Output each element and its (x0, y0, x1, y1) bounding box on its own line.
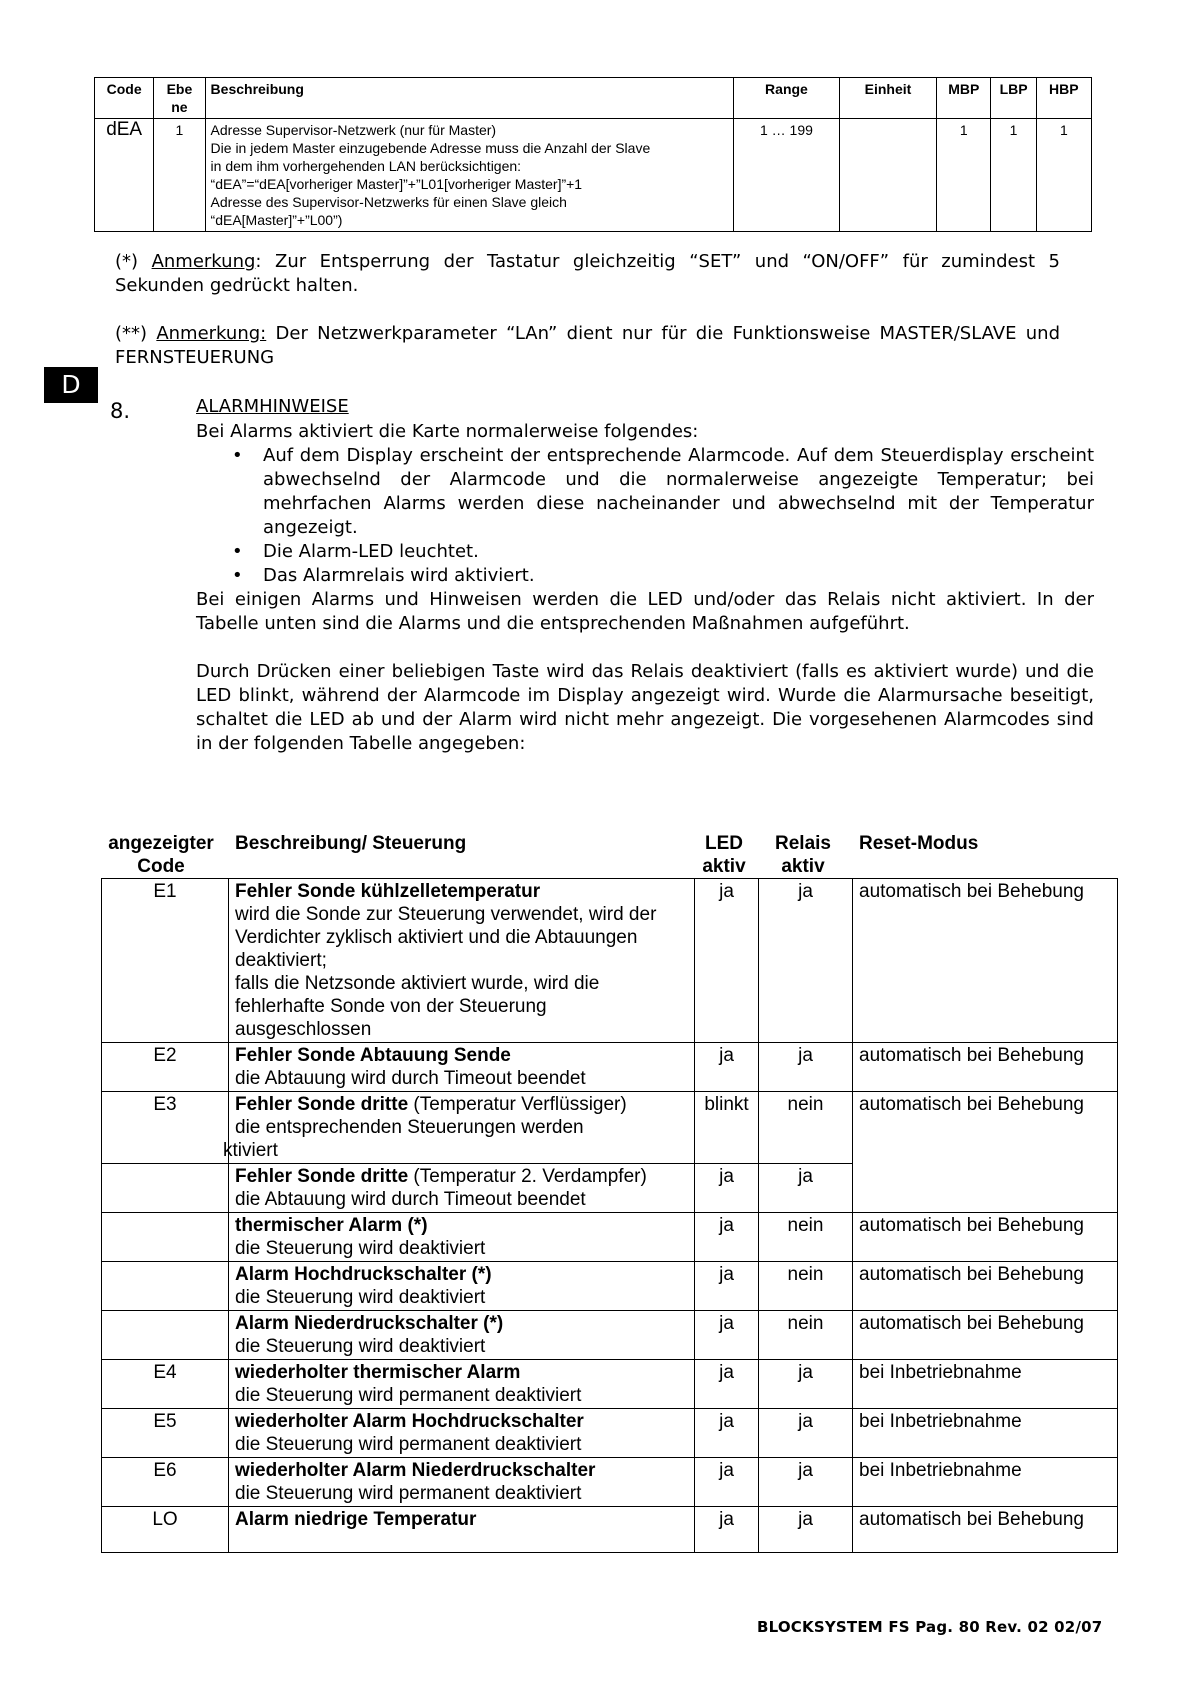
header-relay: Relais aktiv (775, 833, 831, 877)
alarm-reset: automatisch bei Behebung (853, 1213, 1118, 1262)
header-hbp: HBP (1036, 78, 1091, 119)
param-description-line: “dEA[Master]”+”L00”) (210, 212, 343, 228)
alarm-detail-line: wird die Sonde zur Steuerung verwendet, wird der Verdichter zyklisch aktiviert und die Abtauungen deaktiviert; (235, 904, 657, 971)
alarm-actions-list (196, 444, 1094, 588)
alarm-code (102, 1311, 229, 1360)
alarm-led: ja (695, 879, 759, 1043)
alarm-led: ja (695, 1213, 759, 1262)
note-text: Der Netzwerkparameter “LAn” dient nur für die Funktionsweise MASTER/SLAVE und FERNSTEUERUNG (115, 323, 1060, 368)
param-description-line: in dem ihm vorhergehenden LAN berücksichtigen: (210, 158, 522, 174)
alarm-code: E2 (102, 1043, 229, 1092)
header-code: Code (95, 78, 154, 119)
alarm-reset: bei Inbetriebnahme (853, 1360, 1118, 1409)
parameter-table-header (95, 78, 1092, 119)
note-label: Anmerkung: (156, 323, 267, 344)
param-description-line: Adresse Supervisor-Netzwerk (nur für Master) (210, 122, 497, 138)
alarm-led: ja (695, 1507, 759, 1553)
alarm-description (229, 1311, 695, 1360)
alarm-detail-line: die entsprechenden Steuerungen werden (235, 1117, 584, 1138)
alarm-relay: ja (759, 1164, 853, 1213)
alarm-title: Alarm Hochdruckschalter (*) (235, 1264, 492, 1285)
alarm-reset: automatisch bei Behebung (853, 879, 1118, 1043)
alarm-title: Fehler Sonde dritte (235, 1166, 409, 1187)
alarm-title: Alarm Niederdruckschalter (*) (235, 1313, 504, 1334)
alarm-description (229, 1262, 695, 1311)
alarm-title: wiederholter thermischer Alarm (235, 1362, 521, 1383)
header-range: Range (734, 78, 840, 119)
alarm-led: ja (695, 1409, 759, 1458)
section-paragraph: Bei einigen Alarms und Hinweisen werden die LED und/oder das Relais nicht aktiviert. In der Tabelle unten sind die Alarms und die entsprechenden Maßnahmen aufgeführt. (196, 589, 1094, 634)
table-row (102, 1458, 1118, 1507)
param-range: 1 … 199 (734, 119, 840, 232)
table-row (102, 1507, 1118, 1553)
alarm-relay: ja (759, 1043, 853, 1092)
alarm-relay: ja (759, 1409, 853, 1458)
alarm-description (229, 1213, 695, 1262)
alarm-led: ja (695, 1164, 759, 1213)
table-row (102, 1213, 1118, 1262)
header-description: Beschreibung/ Steuerung (235, 833, 467, 854)
alarm-detail-line: die Steuerung wird deaktiviert (235, 1238, 486, 1259)
alarm-title: wiederholter Alarm Hochdruckschalter (235, 1411, 584, 1432)
alarm-reset: bei Inbetriebnahme (853, 1409, 1118, 1458)
list-item: • Auf dem Display erscheint der entsprechende Alarmcode. Auf dem Steuerdisplay erscheint abwechselnd der Alarmcode und die normalerweise angezeigte Temperatur; bei mehrfachen Alarms werden diese nacheinander und abwechselnd mit der Temperatur angezeigt. (196, 444, 1094, 540)
alarm-description (229, 1409, 695, 1458)
page-footer: BLOCKSYSTEM FS Pag. 80 Rev. 02 02/07 (757, 1618, 1103, 1636)
header-reset: Reset-Modus (859, 833, 979, 854)
list-item: • Die Alarm-LED leuchtet. (196, 540, 1094, 564)
alarm-reset: automatisch bei Behebung (853, 1043, 1118, 1092)
alarm-title: wiederholter Alarm Niederdruckschalter (235, 1460, 596, 1481)
header-code: angezeigter Code (108, 833, 214, 877)
alarm-code: E4 (102, 1360, 229, 1409)
note-keyboard (115, 250, 1060, 298)
alarm-description (229, 1507, 695, 1553)
alarm-code (102, 1262, 229, 1311)
alarm-reset: automatisch bei Behebung (853, 1092, 1118, 1213)
alarm-reset: automatisch bei Behebung (853, 1507, 1118, 1553)
table-row (102, 1043, 1118, 1092)
alarm-led: ja (695, 1311, 759, 1360)
alarm-title-detail: (Temperatur 2. Verdampfer) (408, 1166, 647, 1187)
alarm-detail-line: falls die Netzsonde aktiviert wurde, wird die fehlerhafte Sonde von der Steuerung ausgeschlossen (235, 973, 600, 1040)
alarm-title: Fehler Sonde kühlzelletemperatur (235, 881, 541, 902)
note-text: : Zur Entsperrung der Tastatur gleichzeitig “SET” und “ON/OFF” für zumindest 5 Sekunden gedrückt halten. (115, 251, 1060, 296)
param-unit (839, 119, 936, 232)
alarm-led: ja (695, 1043, 759, 1092)
alarm-detail-line: ktiviert (223, 1140, 278, 1161)
alarm-description (229, 1360, 695, 1409)
table-row (102, 1311, 1118, 1360)
alarm-relay: nein (759, 1262, 853, 1311)
alarm-code: E5 (102, 1409, 229, 1458)
alarm-title: Alarm niedrige Temperatur (235, 1509, 477, 1530)
alarm-detail-line: die Abtauung wird durch Timeout beendet (235, 1068, 586, 1089)
alarm-code: E6 (102, 1458, 229, 1507)
section-intro: Bei Alarms aktiviert die Karte normalerweise folgendes: (196, 421, 699, 442)
alarm-code (102, 1213, 229, 1262)
alarm-title: Fehler Sonde dritte (235, 1094, 409, 1115)
alarm-led: blinkt (695, 1092, 759, 1164)
param-lbp: 1 (991, 119, 1036, 232)
section-title: ALARMHINWEISE (196, 396, 349, 417)
header-mbp: MBP (937, 78, 991, 119)
note-prefix: (*) (115, 251, 152, 272)
param-description-line: “dEA”=“dEA[vorheriger Master]”+”L01[vorheriger Master]”+1 (210, 176, 583, 192)
section-body (196, 420, 1094, 756)
alarm-code: E3 (102, 1092, 229, 1164)
alarm-code: LO (102, 1507, 229, 1553)
param-mbp: 1 (937, 119, 991, 232)
alarm-title: Fehler Sonde Abtauung Sende (235, 1045, 511, 1066)
alarm-reset: automatisch bei Behebung (853, 1262, 1118, 1311)
alarm-table (101, 878, 1118, 1553)
param-description (205, 119, 734, 232)
table-row (102, 1092, 1118, 1164)
alarm-relay: ja (759, 1458, 853, 1507)
alarm-relay: ja (759, 1507, 853, 1553)
alarm-code: E1 (102, 879, 229, 1043)
note-label: Anmerkung (151, 251, 256, 272)
alarm-relay: ja (759, 1360, 853, 1409)
parameter-row (95, 119, 1092, 232)
table-row (102, 1409, 1118, 1458)
alarm-description (229, 1043, 695, 1092)
header-description: Beschreibung (205, 78, 734, 119)
alarm-detail-line: die Steuerung wird permanent deaktiviert (235, 1434, 582, 1455)
alarm-description (229, 1164, 695, 1213)
param-level: 1 (154, 119, 205, 232)
alarm-relay: nein (759, 1213, 853, 1262)
section-number: 8. (110, 399, 131, 423)
alarm-title-detail: (Temperatur Verflüssiger) (408, 1094, 627, 1115)
alarm-relay: nein (759, 1311, 853, 1360)
alarm-description (229, 1458, 695, 1507)
alarm-description (223, 1092, 695, 1164)
param-hbp: 1 (1036, 119, 1091, 232)
alarm-detail-line: die Steuerung wird permanent deaktiviert (235, 1385, 582, 1406)
alarm-description (229, 879, 695, 1043)
param-description-line: Adresse des Supervisor-Netzwerks für einen Slave gleich (210, 194, 567, 210)
header-unit: Einheit (839, 78, 936, 119)
alarm-detail-line: die Abtauung wird durch Timeout beendet (235, 1189, 586, 1210)
language-tab: D (44, 367, 98, 403)
list-item: • Das Alarmrelais wird aktiviert. (196, 564, 1094, 588)
alarm-led: ja (695, 1360, 759, 1409)
alarm-title: thermischer Alarm (*) (235, 1215, 428, 1236)
alarm-reset: bei Inbetriebnahme (853, 1458, 1118, 1507)
alarm-detail-line: die Steuerung wird permanent deaktiviert (235, 1483, 582, 1504)
alarm-reset: automatisch bei Behebung (853, 1311, 1118, 1360)
alarm-code (102, 1164, 229, 1213)
param-code: dEA (95, 119, 154, 232)
header-led: LED aktiv (702, 833, 746, 877)
alarm-led: ja (695, 1262, 759, 1311)
alarm-detail-line: die Steuerung wird deaktiviert (235, 1336, 486, 1357)
note-prefix: (**) (115, 323, 157, 344)
alarm-relay: ja (759, 879, 853, 1043)
alarm-relay: nein (759, 1092, 853, 1164)
parameter-table (94, 77, 1092, 232)
section-paragraph: Durch Drücken einer beliebigen Taste wird das Relais deaktiviert (falls es aktiviert wurde) und die LED blinkt, während der Alarmcode im Display angezeigt wird. Wurde die Alarmursache beseitigt, schaltet die LED ab und der Alarm wird nicht mehr angezeigt. Die vorgesehenen Alarmcodes sind in der folgenden Tabelle angegeben: (196, 661, 1094, 754)
table-row (102, 1360, 1118, 1409)
table-row (102, 1262, 1118, 1311)
note-network (115, 322, 1060, 370)
param-description-line: Die in jedem Master einzugebende Adresse muss die Anzahl der Slave (210, 140, 651, 156)
header-lbp: LBP (991, 78, 1036, 119)
header-level: Ebe ne (154, 78, 205, 119)
alarm-led: ja (695, 1458, 759, 1507)
table-row (102, 879, 1118, 1043)
alarm-detail-line: die Steuerung wird deaktiviert (235, 1287, 486, 1308)
